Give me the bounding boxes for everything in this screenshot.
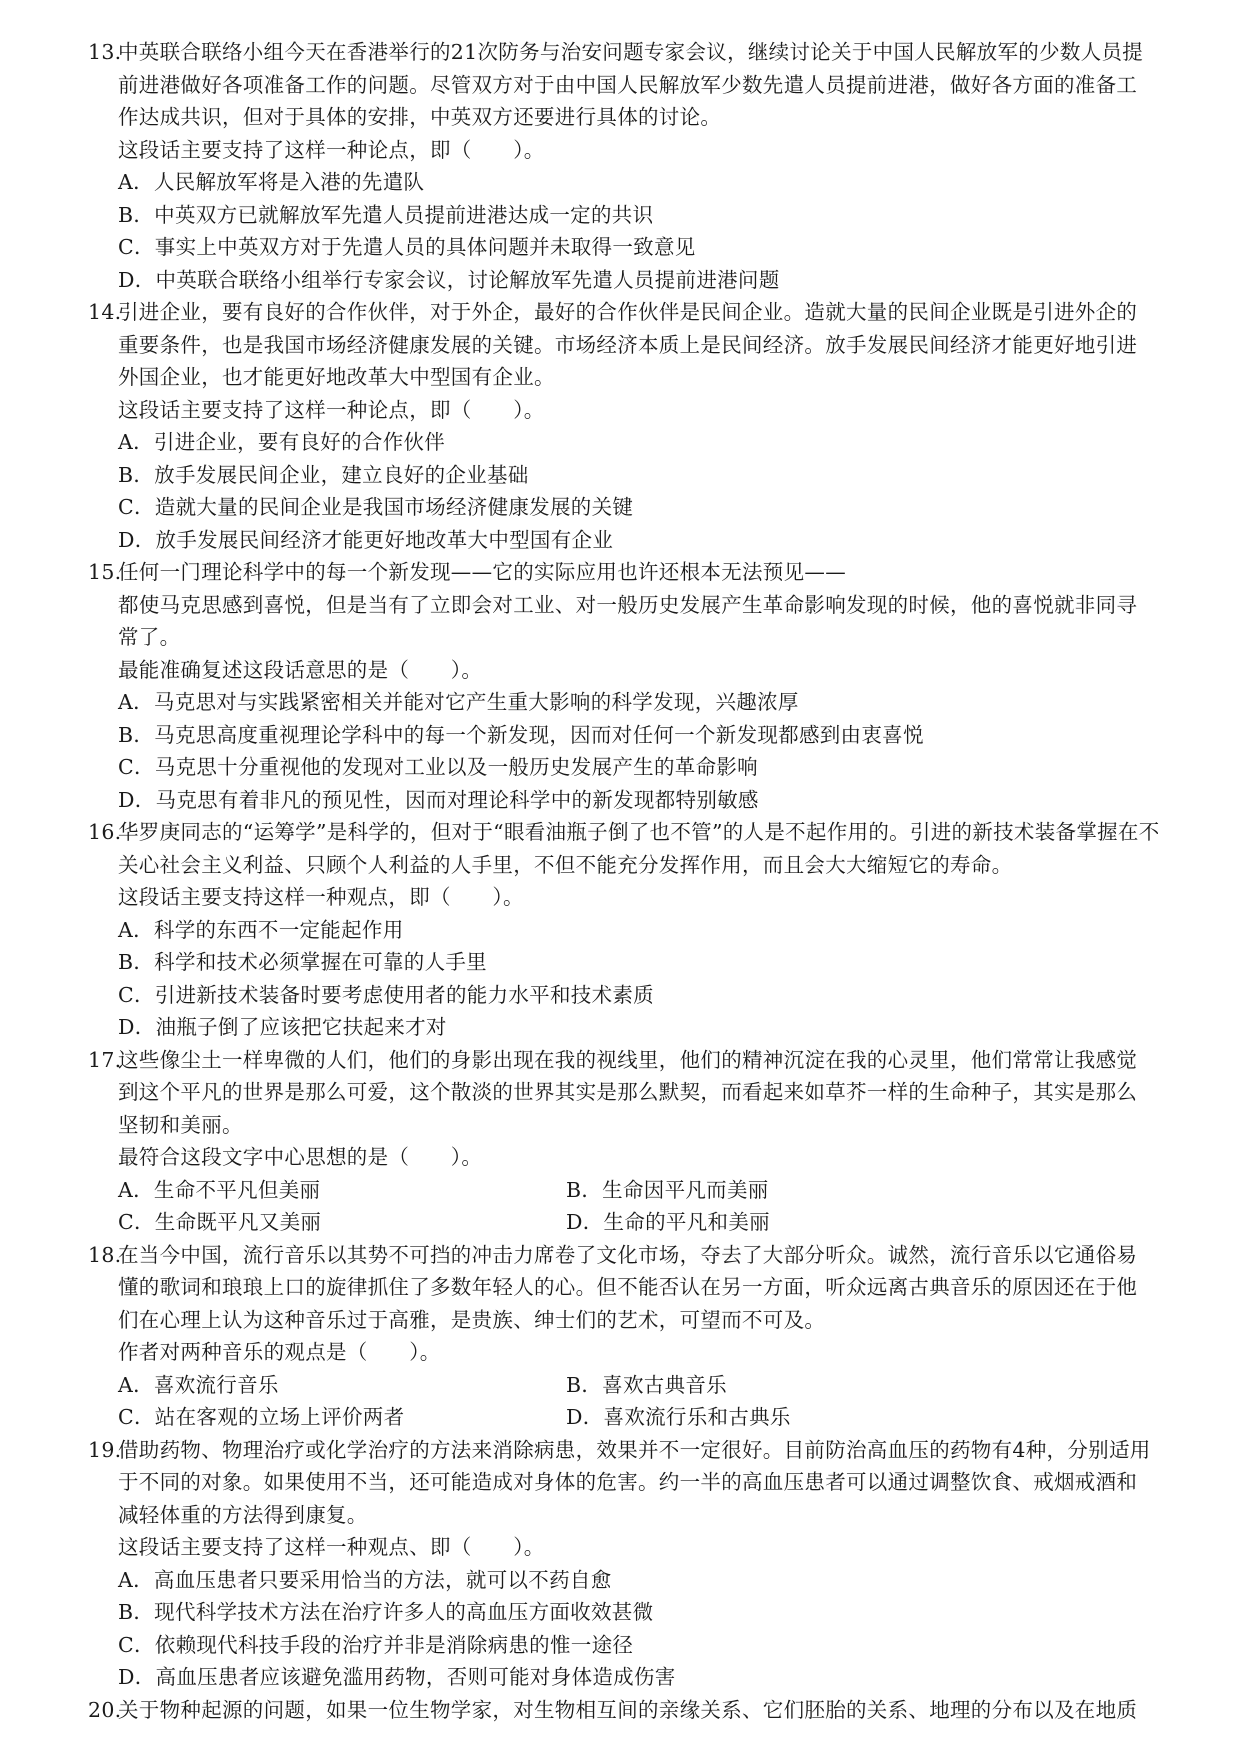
question-text: 引进企业，要有良好的合作伙伴，对于外企，最好的合作伙伴是民间企业。造就大量的民间企业既是引进外企的: [118, 300, 1138, 324]
question-17: [88, 1044, 1200, 1239]
question-13: [88, 36, 1200, 296]
question-16: [88, 816, 1200, 1044]
option-c: C．站在客观的立场上评价两者: [118, 1405, 405, 1429]
question-text: 都使马克思感到喜悦，但是当有了立即会对工业、对一般历史发展产生革命影响发现的时候，他的喜悦就非同寻: [118, 592, 1138, 617]
question-text: 们在心理上认为这种音乐过于高雅，是贵族、绅士们的艺术，可望而不可及。: [118, 1307, 826, 1332]
question-prompt: 作者对两种音乐的观点是（ ）。: [118, 1340, 441, 1364]
question-number: 14.: [88, 300, 122, 324]
question-text: 于不同的对象。如果使用不当，还可能造成对身体的危害。约一半的高血压患者可以通过调整饮食、戒烟戒酒和: [118, 1470, 1138, 1494]
question-18: [88, 1239, 1200, 1434]
question-text: 关于物种起源的问题，如果一位生物学家，对生物相互间的亲缘关系、它们胚胎的关系、地理的分布以及在地质: [118, 1697, 1138, 1722]
question-text: 减轻体重的方法得到康复。: [118, 1502, 368, 1527]
option-b: B．中英双方已就解放军先遣人员提前进港达成一定的共识: [118, 202, 654, 227]
question-number: 13.: [88, 40, 122, 64]
question-text: 重要条件，也是我国市场经济健康发展的关键。市场经济本质上是民间经济。放手发展民间经济才能更好地引进: [118, 332, 1138, 357]
question-text: 任何一门理论科学中的每一个新发现——它的实际应用也许还根本无法预见——: [118, 560, 846, 584]
question-text: 前进港做好各项准备工作的问题。尽管双方对于由中国人民解放军少数先遣人员提前进港，做好各方面的准备工: [118, 72, 1138, 97]
option-d: D．喜欢流行乐和古典乐: [566, 1405, 791, 1429]
options-row: [88, 1206, 1200, 1239]
question-14: [88, 296, 1200, 556]
question-number: 19.: [88, 1437, 122, 1462]
option-a: A．喜欢流行音乐: [118, 1372, 279, 1397]
question-15: [88, 556, 1200, 816]
question-stem-line: [88, 1434, 1200, 1467]
question-stem-line: [88, 36, 1200, 69]
option-a: A．引进企业，要有良好的合作伙伴: [118, 430, 446, 454]
question-stem-line: [88, 1044, 1200, 1077]
option-a: A．高血压患者只要采用恰当的方法，就可以不药自愈: [118, 1567, 612, 1592]
option-c: C．引进新技术装备时要考虑使用者的能力水平和技术素质: [118, 982, 654, 1007]
question-stem-line: [88, 816, 1200, 849]
option-c: C．马克思十分重视他的发现对工业以及一般历史发展产生的革命影响: [118, 755, 758, 779]
question-text: 关心社会主义利益、只顾个人利益的人手里，不但不能充分发挥作用，而且会大大缩短它的寿命。: [118, 852, 1013, 877]
question-prompt: 这段话主要支持了这样一种观点、即（ ）。: [118, 1535, 545, 1559]
question-prompt: 这段话主要支持了这样一种论点，即（ ）。: [118, 397, 545, 422]
question-text: 在当今中国，流行音乐以其势不可挡的冲击力席卷了文化市场，夺去了大部分听众。诚然，流行音乐以它通俗易: [118, 1242, 1138, 1267]
option-b: B．马克思高度重视理论学科中的每一个新发现，因而对任何一个新发现都感到由衷喜悦: [118, 722, 924, 747]
option-d: D．高血压患者应该避免滥用药物，否则可能对身体造成伤害: [118, 1665, 676, 1689]
option-a: A．马克思对与实践紧密相关并能对它产生重大影响的科学发现，兴趣浓厚: [118, 690, 799, 714]
options-row: [88, 1369, 1200, 1402]
question-text: 借助药物、物理治疗或化学治疗的方法来消除病患，效果并不一定很好。目前防治高血压的药物有4种，分别适用: [118, 1437, 1151, 1462]
option-b: B．科学和技术必须掌握在可靠的人手里: [118, 950, 487, 974]
question-text: 到这个平凡的世界是那么可爱，这个散淡的世界其实是那么默契，而看起来如草芥一样的生命种子，其实是那么: [118, 1080, 1138, 1104]
option-c: C．造就大量的民间企业是我国市场经济健康发展的关键: [118, 495, 634, 519]
option-c: C．事实上中英双方对于先遣人员的具体问题并未取得一致意见: [118, 235, 696, 259]
question-stem-line: [88, 1239, 1200, 1272]
question-text: 作达成共识，但对于具体的安排，中英双方还要进行具体的讨论。: [118, 105, 722, 129]
question-prompt: 最能准确复述这段话意思的是（ ）。: [118, 657, 483, 682]
question-text: 坚韧和美丽。: [118, 1112, 243, 1137]
question-stem-line: [88, 556, 1200, 589]
option-a: A．人民解放军将是入港的先遣队: [118, 170, 425, 194]
question-text: 懂的歌词和琅琅上口的旋律抓住了多数年轻人的心。但不能否认在另一方面，听众远离古典音乐的原因还在于他: [118, 1275, 1138, 1299]
option-b: B．现代科学技术方法在治疗许多人的高血压方面收效甚微: [118, 1600, 654, 1624]
option-b: B．喜欢古典音乐: [566, 1372, 727, 1397]
option-d: D．生命的平凡和美丽: [566, 1210, 770, 1234]
question-number: 15.: [88, 560, 122, 584]
question-text: 华罗庚同志的“运筹学”是科学的，但对于“眼看油瓶子倒了也不管”的人是不起作用的。引进的新技术装备掌握在不: [118, 820, 1160, 844]
question-prompt: 这段话主要支持这样一种观点，即（ ）。: [118, 885, 524, 909]
option-c: C．生命既平凡又美丽: [118, 1210, 322, 1234]
option-d: D．马克思有着非凡的预见性，因而对理论科学中的新发现都特别敏感: [118, 787, 759, 812]
exam-page: [88, 36, 1200, 1726]
option-c: C．依赖现代科技手段的治疗并非是消除病患的惟一途径: [118, 1632, 634, 1657]
question-text: 中英联合联络小组今天在香港举行的21次防务与治安问题专家会议，继续讨论关于中国人民解放军的少数人员提: [118, 40, 1144, 64]
option-d: D．放手发展民间经济才能更好地改革大中型国有企业: [118, 527, 614, 552]
option-a: A．科学的东西不一定能起作用: [118, 917, 404, 942]
option-a: A．生命不平凡但美丽: [118, 1177, 321, 1202]
option-b: B．生命因平凡而美丽: [566, 1177, 769, 1202]
options-row: [88, 1401, 1200, 1434]
question-text: 常了。: [118, 625, 181, 649]
question-19: [88, 1434, 1200, 1694]
question-number: 20.: [88, 1697, 122, 1722]
question-prompt: 最符合这段文字中心思想的是（ ）。: [118, 1145, 483, 1169]
question-prompt: 这段话主要支持了这样一种论点，即（ ）。: [118, 137, 545, 162]
options-row: [88, 1174, 1200, 1207]
option-b: B．放手发展民间企业，建立良好的企业基础: [118, 462, 529, 487]
question-number: 17.: [88, 1047, 122, 1072]
question-text: 这些像尘土一样卑微的人们，他们的身影出现在我的视线里，他们的精神沉淀在我的心灵里，他们常常让我感觉: [118, 1047, 1138, 1072]
option-d: D．油瓶子倒了应该把它扶起来才对: [118, 1015, 447, 1039]
option-d: D．中英联合联络小组举行专家会议，讨论解放军先遣人员提前进港问题: [118, 267, 780, 292]
question-stem-line: [88, 296, 1200, 329]
question-stem-line: [88, 1694, 1200, 1727]
question-text: 外国企业，也才能更好地改革大中型国有企业。: [118, 365, 555, 389]
question-number: 16.: [88, 820, 122, 844]
question-number: 18.: [88, 1242, 122, 1267]
question-20: [88, 1694, 1200, 1727]
